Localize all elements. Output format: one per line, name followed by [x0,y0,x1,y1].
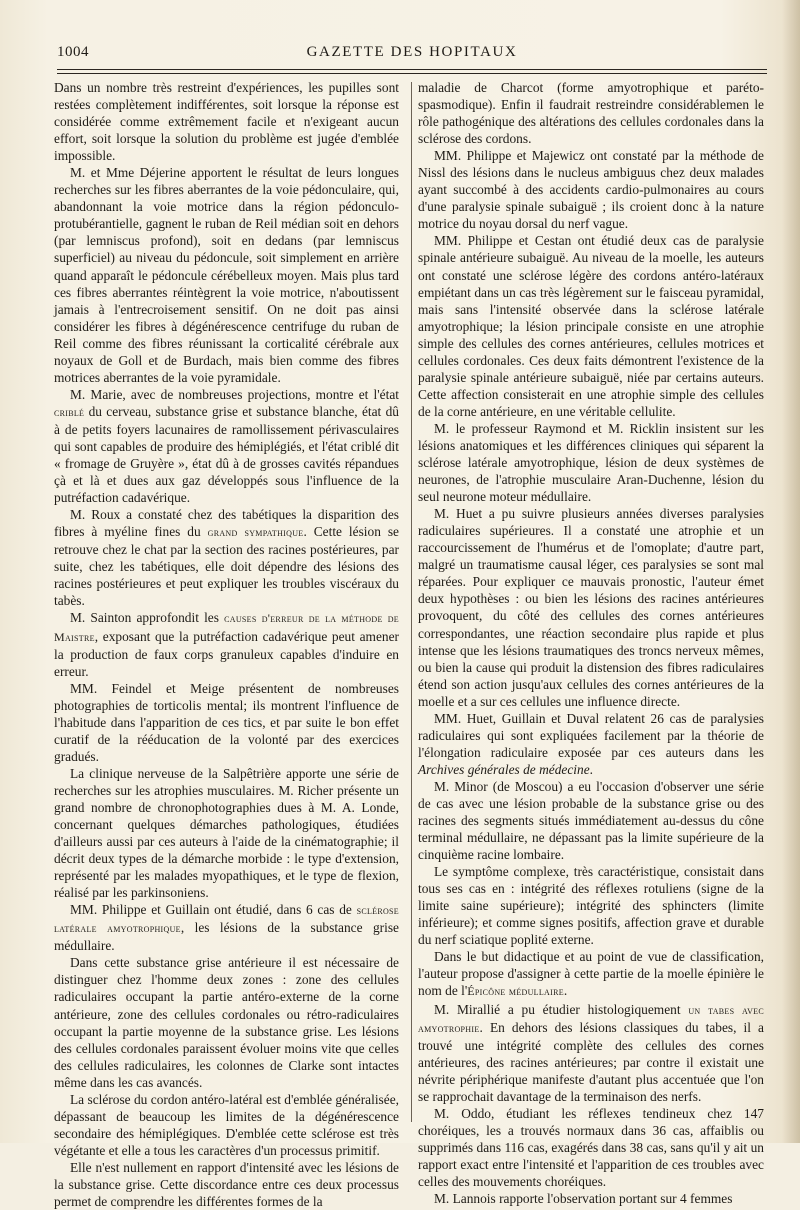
italic-text: Archives générales de médecine [418,761,590,777]
paragraph-text: MM. Feindel et Meige présentent de nombreuses photographies de torticolis mental; ils montrent l'influence de l'habitude dans l'apparition de ces tics, et par suite le bon effet curatif de la rééducation de la volonté par des exercices gradués. [54,680,399,764]
paragraph-text: . En dehors des lésions classiques du tabes, il a trouvé une intégrité complète des cellules des cornes antérieures, des racines antérieures; par contre il existait une névrite périphérique manifeste d'autant plus accentuée que l'on se rapprochait davantage de la terminaison des nerfs. [418,1019,764,1104]
paragraph [418,79,764,147]
paragraph-text: M. Marie, avec de nombreuses projections, montre et l'état [70,386,399,402]
small-caps-text: causes d'erreur de la méthode de Maistre [54,611,399,644]
paragraph-text: M. Mirallié a pu étudier histologiquement [434,1001,689,1017]
paragraph [54,506,399,609]
paragraph-text: La clinique nerveuse de la Salpêtrière apporte une série de recherches sur les atrophies musculaires. M. Richer présente un grand nombre de chronophotographies dues à M. A. Londe, concernant quelques démarches pathologiques, étudiées d'ailleurs aussi par ces auteurs à l'aide de la cinématographie; il décrit deux types de la démarche morbide : le type d'extension, représenté par les malades myopathiques, et le type de flexion, réalisé par les parkinsoniens. [54,765,399,901]
paragraph [54,901,399,954]
paragraph-text: MM. Philippe et Majewicz ont constaté par la méthode de Nissl des lésions dans le nucleus ambiguus chez deux malades ayant succombé à des accidents cardio-pulmonaires au cours d'une paralysie spinale subaiguë ; ils croient donc à la nature motrice du noyau dorsal du nerf vague. [418,148,764,232]
paragraph-text: M. Roux a constaté chez des tabétiques la disparition des fibres à myéline fines du [54,507,399,540]
paragraph-text: M. Lannois rapporte l'observation portant sur 4 femmes [434,1191,733,1207]
paragraph [418,1190,764,1207]
paragraph-text: M. Sainton approfondit les [70,610,225,626]
left-column [54,79,399,1210]
paragraph [418,778,764,863]
small-caps-text: criblé [54,404,85,419]
paragraph-text: maladie de Charcot (forme amyotrophique et paréto-spasmodique). Enfin il faudrait restreindre considérablemen le rôle pathogénique des altérations des cellules cordonales dans la sclérose des cordons. [418,80,764,147]
paragraph [54,386,399,506]
paragraph [418,1105,764,1190]
paragraph [54,1091,399,1159]
paragraph-text: MM. Philippe et Cestan ont étudié deux cas de paralysie spinale antérieure subaiguë. Au niveau de la moelle, les auteurs ont constaté une sclérose légère des cordons antéro-latéraux empiétant dans un cas très légèrement sur le faisceau pyramidal, mais sans l'intensité observée dans la sclérose latérale amyotrophique; la lésion principale consiste en une atrophie simple des cellules des cornes antérieures, cellules motrices et cellules cordonales. Ces deux faits démontrent l'existence de la paralysie spinale antérieure subaiguë, niée par certains auteurs. Cette affection consisterait en une atrophie simple des cellules de la corne antérieure, en une véritable cellulite. [418,233,764,419]
paragraph [54,609,399,679]
paragraph-text: . [563,983,568,999]
paragraph [54,765,399,901]
paragraph-text: Elle n'est nullement en rapport d'intensité avec les lésions de la substance grise. Cette discordance entre ces deux processus permet de comprendre les différentes formes de la [54,1159,399,1210]
paragraph-text: M. le professeur Raymond et M. Ricklin insistent sur les lésions anatomiques et les différences cliniques qui séparent la sclérose latérale amyotrophique, lésion de deux systèmes de neurones, de l'atrophie musculaire Aran-Duchenne, lésion du seul neurone moteur médullaire. [418,420,764,505]
paragraph-text: Le symptôme complexe, très caractéristique, consistait dans tous ses cas en : intégrité des réflexes rotuliens (signe de la limite saine supérieure); intégrité des sphincters (limite inférieure); et comme signes positifs, affection grave et durable du nerf sciatique poplité externe. [418,864,764,948]
paragraph [54,680,399,765]
paragraph-text: M. Huet a pu suivre plusieurs années diverses paralysies radiculaires supérieures. Il a constaté une atrophie et un raccourcissement de l'humérus et de l'omoplate; d'autre part, malgré un traumatisme causal léger, ces paralysies se sont mal réparées. Pour expliquer ce mauvais pronostic, l'auteur émet deux hypothèses : ou bien les lésions des racines antérieures provoquent, du côté des cellules des cornes antérieures correspondantes, une réaction secondaire plus rapide et plus intense que les lésions traumatiques des troncs nerveux mêmes, ou bien la cause qui produit la distension des fibres radiculaires étend son action jusqu'aux cellules des cornes antérieures de la moelle et a sur ces cellules une influence directe. [418,506,764,709]
paragraph-text: MM. Philippe et Guillain ont étudié, dans 6 cas de [70,902,357,918]
paragraph [54,164,399,386]
paragraph-text: La sclérose du cordon antéro-latéral est d'emblée généralisée, dépassant de beaucoup les limites de la dégénérescence secondaire des hémiplégiques. D'emblée cette sclérose est très végétante et elle a tous les caractères d'un processus primitif. [54,1091,399,1158]
paragraph-text: M. Minor (de Moscou) a eu l'occasion d'observer une série de cas avec une lésion probable de la substance grise ou des racines des segments situés immédiatement au-dessus du cône terminal médullaire, ne dépassant pas la limite supérieure de la cinquième racine lombaire. [418,778,764,863]
paragraph-text: MM. Huet, Guillain et Duval relatent 26 cas de paralysies radiculaires qui sont expliquées facilement par la théorie de l'élongation radiculaire exposée par ces auteurs dans les [418,710,764,760]
paragraph [54,1159,399,1210]
paragraph [418,710,764,778]
paragraph [418,147,764,232]
paragraph [54,79,399,164]
paragraph-text: Dans un nombre très restreint d'expériences, les pupilles sont restées complètement indifférentes, soit lorsque la réponse est considérée comme extrêmement facile et n'exigeant aucun effort, soit lorsque la solution du problème est jugée d'emblée impossible. [54,80,399,164]
header-rule-thick [57,69,767,70]
column-divider [411,82,412,1122]
header-rule-thin [57,73,767,74]
paragraph-text: Dans cette substance grise antérieure il est nécessaire de distinguer chez l'homme deux zones : zone des cellules radiculaires occupant la partie antéro-externe de la corne antérieure, zone des cellules cordonales ou rétro-radiculaires occupant la partie moyenne de la substance grise. Les lésions des cellules cordonales paraissent évoluer moins vite que celles des cellules radiculaires, les colonnes de Clarke sont intactes même dans les cas avancés. [54,955,399,1090]
small-caps-text: sclérose latérale amyotrophique [54,903,399,936]
right-column [418,79,764,1207]
paragraph-text: du cerveau, substance grise et substance blanche, état dû à de petits foyers lacunaires de ramollissement périvasculaires qui sont capables de produire des hémiplégiés, et l'état criblé dit « fromage de Gruyère », état dû à de grosses cavités répandues çà et là et dues aux gaz développés sous l'influence de la putréfaction cadavérique. [54,403,399,506]
paragraph [418,505,764,710]
page-number: 1004 [57,44,89,60]
paragraph [418,863,764,948]
paragraph [54,954,399,1090]
paragraph [418,232,764,420]
small-caps-text: un tabes avec amyotrophie [418,1002,764,1035]
small-caps-text: grand sympathique [207,525,304,540]
small-caps-text: Épicône médullaire [467,984,564,999]
paragraph-text: , exposant que la putréfaction cadavérique peut amener la production de faux corps granuleux capables d'induire en erreur. [54,628,399,679]
paragraph-text: . [589,761,594,777]
paragraph [418,420,764,505]
paragraph-text: . Cette lésion se retrouve chez le chat par la section des racines postérieures, par suite, chez les tabétiques, elle doit dépendre des lésions des racines postérieures et peut expliquer les troubles viscéraux du tabès. [54,524,399,609]
journal-title: GAZETTE DES HOPITAUX [306,44,518,60]
paragraph-text: , les lésions de la substance grise médullaire. [54,920,399,954]
paragraph-text: M. et Mme Déjerine apportent le résultat de leurs longues recherches sur les fibres aberrantes de la voie pédonculaire, qui, abandonnant la voie motrice dans la région pédonculo-protubérantielle, gagnent le ruban de Reil médian soit en dehors (par lemniscus profond), soit en dedans (par lemniscus superficiel) au niveau du pédoncule, soit simplement en arrière quand apparaît le pédoncule cérébelleux moyen. Mais plus tard ces fibres aberrantes réintègrent la voie motrice, n'aboutissent jamais à l'entrecroisement sensitif. On ne doit pas ainsi considérer les fibres à dégénérescence centrifuge du ruban de Reil comme des fibres réunissant la corticalité cérébrale aux noyaux de Goll et de Burdach, mais bien comme des fibres motrices aberrantes de la voie pyramidale. [54,165,399,385]
paragraph [418,1001,764,1105]
page-header [57,44,767,66]
paragraph-text: M. Oddo, étudiant les réflexes tendineux chez 147 choréiques, les a trouvés normaux dans 36 cas, affaiblis ou supprimés dans 116 cas, exagérés dans 38 cas, sans qu'il y ait un rapport exact entre l'intensité et l'apparition de ces troubles avec celles des mouvements choréiques. [418,1105,764,1189]
page-edge-shadow [782,0,800,1143]
paragraph [418,948,764,1000]
paragraph-text: Dans le but didactique et au point de vue de classification, l'auteur propose d'assigner à cette partie de la moelle épinière le nom de l' [418,949,764,999]
